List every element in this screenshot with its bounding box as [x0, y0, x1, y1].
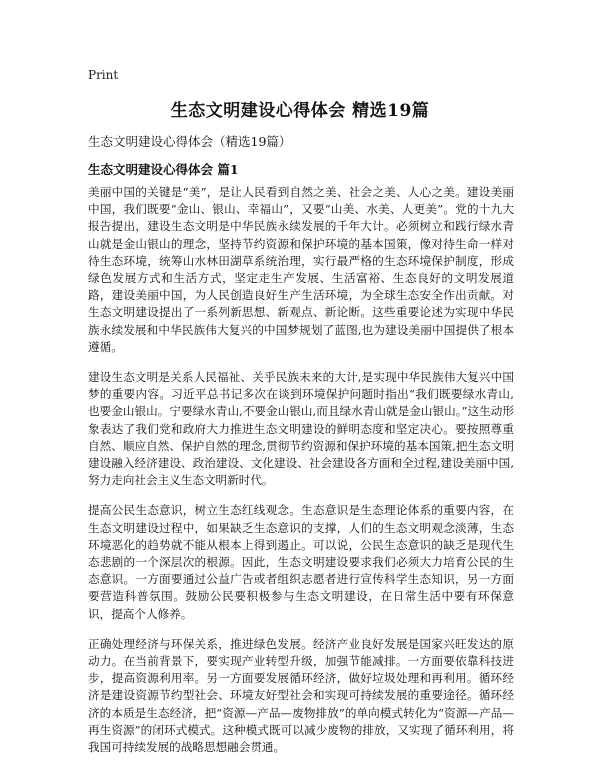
document-subtitle: 生态文明建设心得体会（精选19篇）: [88, 134, 292, 149]
paragraph-2: 建设生态文明是关系人民福祉、关乎民族未来的大计,是实现中华民族伟大复兴中国梦的重要内容。习近平总书记多次在谈到环境保护问题时指出“我们既要绿水青山,也要金山银山。宁要绿水青山,不要金山银山,而且绿水青山就是金山银山。”这生动形象表达了我们党和政府大力推进生态文明建设的鲜明态度和坚定决心。要按照尊重自然、顺应自然、保护自然的理念,贯彻节约资源和保护环境的基本国策,把生态文明建设融入经济建设、政治建设、文化建设、社会建设各方面和全过程,建设美丽中国,努力走向社会主义生态文明新时代。: [88, 370, 514, 488]
print-link[interactable]: Print: [88, 68, 119, 82]
paragraph-3: 提高公民生态意识，树立生态红线观念。生态意识是生态理论体系的重要内容，在生态文明建设过程中，如果缺乏生态意识的支撑，人们的生态文明观念淡薄，生态环境恶化的趋势就不能从根本上得到遏止。可以说，公民生态意识的缺乏是现代生态悲剧的一个深层次的根源。因此，生态文明建设要求我们必须大力培育公民的生态意识。一方面要通过公益广告或者组织志愿者进行宣传科学生态知识，另一方面要营造科普氛围。鼓励公民要积极参与生态文明建设，在日常生活中要有环保意识，提高个人修养。: [88, 503, 514, 621]
article-body: [88, 184, 514, 769]
paragraph-1: 美丽中国的关键是“美”，是让人民看到自然之美、社会之美、人心之美。建设美丽中国，我们既要“金山、银山、幸福山”，又要“山美、水美、人更美”。党的十九大报告提出，建设生态文明是中华民族永续发展的千年大计。必须树立和践行绿水青山就是金山银山的理念，坚持节约资源和保护环境的基本国策，像对待生命一样对待生态环境，统筹山水林田湖草系统治理，实行最严格的生态环境保护制度，形成绿色发展方式和生活方式，坚定走生产发展、生活富裕、生态良好的文明发展道路，建设美丽中国，为人民创造良好生产生活环境，为全球生态安全作出贡献。对生态文明建设提出了一系列新思想、新观点、新论断。这些重要论述为实现中华民族永续发展和中华民族伟大复兴的中国梦规划了蓝图,也为建设美丽中国提供了根本遵循。: [88, 185, 514, 354]
page-title: 生态文明建设心得体会 精选19篇: [170, 101, 430, 121]
paragraph-4: 正确处理经济与环保关系，推进绿色发展。经济产业良好发展是国家兴旺发达的原动力。在当前背景下，要实现产业转型升级，加强节能减排。一方面要依靠科技进步，提高资源利用率。另一方面要发展循环经济，做好垃圾处理和再利用。循环经济是建设资源节约型社会、环境友好型社会和实现可持续发展的重要途径。循环经济的本质是生态经济，把“资源—产品—废物排放”的单向模式转化为“资源—产品—再生资源”的闭环式模式。这种模式既可以减少废物的排放，又实现了循环利用，将我国可持续发展的战略思想融会贯通。: [88, 636, 514, 755]
section-heading: 生态文明建设心得体会 篇1: [88, 162, 239, 177]
